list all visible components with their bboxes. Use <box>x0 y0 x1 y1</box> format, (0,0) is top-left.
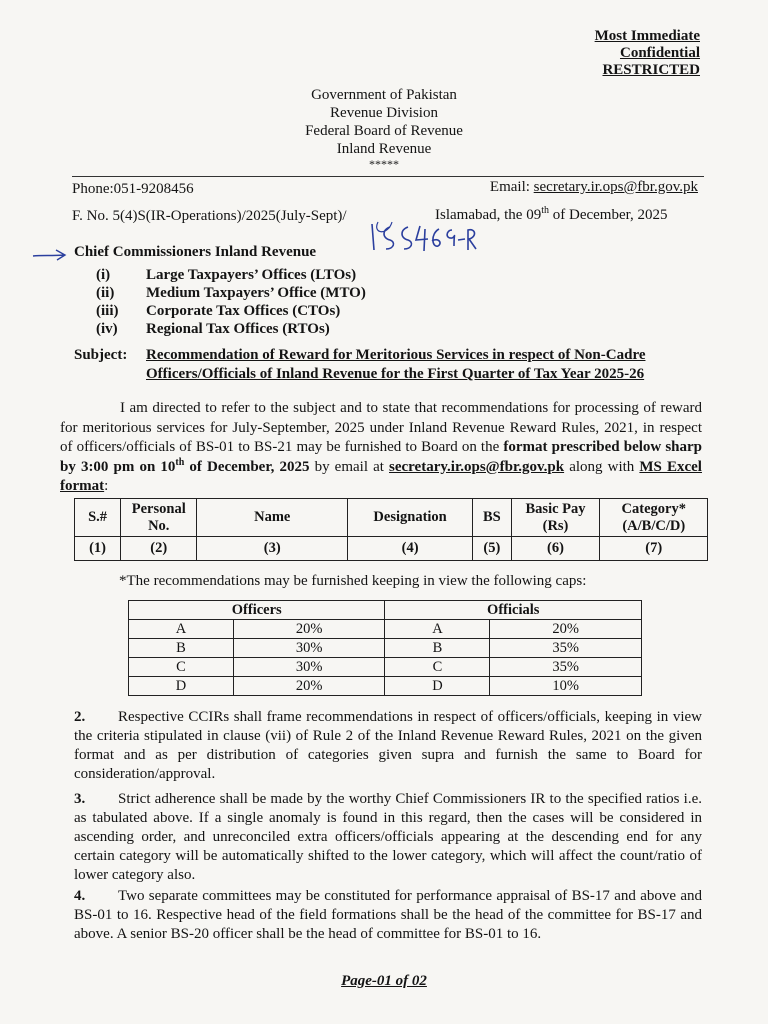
excel-format-text: MS Excel format <box>60 458 702 494</box>
item-text: Corporate Tax Offices (CTOs) <box>146 303 341 319</box>
header-cell: Name <box>197 499 348 537</box>
table-cell: (1) <box>75 537 121 561</box>
table-cell: (2) <box>121 537 197 561</box>
header-cell: Designation <box>348 499 473 537</box>
subject-label: Subject: <box>74 347 128 363</box>
item-text: Medium Taxpayers’ Office (MTO) <box>146 285 366 301</box>
letterhead-line: Revenue Division <box>330 105 438 121</box>
header-divider <box>72 176 704 177</box>
item-number: (i) <box>96 267 111 283</box>
classification-stamp <box>595 28 700 79</box>
table-row <box>129 620 642 639</box>
email-line <box>490 178 698 197</box>
item-number: (iii) <box>96 303 119 319</box>
format-table-header <box>75 499 708 537</box>
para-number: 2. <box>74 709 86 725</box>
table-row <box>129 658 642 677</box>
officer-category: B <box>129 639 234 658</box>
official-cap: 35% <box>490 658 642 677</box>
date-text: Islamabad, the 09 <box>435 207 542 223</box>
officer-cap: 20% <box>233 677 385 696</box>
item-number: (iv) <box>96 321 118 337</box>
table-cell: (7) <box>600 537 708 561</box>
para-text: Two separate committees may be constituted for performance appraisal of BS-17 and above and BS-01 to 16. Respective head of the field formations shall be the head of the committee for BS-17 and above. A senior BS-20 officer shall be the head of committee for BS-01 to 16. <box>74 888 702 942</box>
para-text: Respective CCIRs shall frame recommendations in respect of officers/officials, keeping in view the criteria stipulated in clause (vii) of Rule 2 of the Inland Revenue Reward Rules, 2021 on the given format and as per distribution of categories given supra and furnish the same to Board for consideration/approval. <box>74 709 702 782</box>
official-cap: 35% <box>490 639 642 658</box>
priority-label: Most Immediate <box>594 28 700 44</box>
email-label: Email: <box>489 179 534 195</box>
table-cell: (4) <box>348 537 473 561</box>
deadline-date: of December, 2025 <box>184 458 310 475</box>
para-number: 4. <box>74 888 86 904</box>
header-cell: Personal No. <box>121 499 197 537</box>
subject-text <box>146 346 706 384</box>
letterhead-stars: ***** <box>369 157 399 171</box>
table-row <box>129 639 642 658</box>
caps-header-row <box>129 601 642 620</box>
header-cell: S.# <box>75 499 121 537</box>
item-number: (ii) <box>96 285 115 301</box>
arrow-mark-icon <box>32 248 68 262</box>
para-text: by email at <box>309 458 390 475</box>
official-category: C <box>385 658 490 677</box>
paragraph-3 <box>74 790 702 885</box>
paragraph-1 <box>60 399 702 497</box>
date-text-end: of December, 2025 <box>549 207 668 223</box>
addressee-title: Chief Commissioners Inland Revenue <box>74 244 317 260</box>
confidential-label: Confidential <box>619 45 700 61</box>
page-number: Page-01 of 02 <box>341 973 427 989</box>
officer-category: C <box>129 658 234 677</box>
format-table <box>74 498 708 561</box>
official-cap: 10% <box>490 677 642 696</box>
email-link[interactable]: secretary.ir.ops@fbr.gov.pk <box>533 179 698 195</box>
letterhead-line: Inland Revenue <box>336 141 432 157</box>
restricted-label: RESTRICTED <box>602 62 700 78</box>
officer-category: D <box>129 677 234 696</box>
letterhead-line: Federal Board of Revenue <box>305 123 463 139</box>
header-cell: Basic Pay (Rs) <box>511 499 600 537</box>
officials-header: Officials <box>385 601 642 620</box>
email-link[interactable]: secretary.ir.ops@fbr.gov.pk <box>389 458 565 475</box>
table-cell: (5) <box>473 537 511 561</box>
header-cell: Category* (A/B/C/D) <box>600 499 708 537</box>
paragraph-2 <box>74 708 702 784</box>
item-text: Regional Tax Offices (RTOs) <box>146 321 330 337</box>
officer-category: A <box>129 620 234 639</box>
paragraph-4 <box>74 887 702 944</box>
subject-line: Officers/Officials of Inland Revenue for the First Quarter of Tax Year 2025-26 <box>146 366 645 382</box>
file-number: F. No. 5(4)S(IR-Operations)/2025(July-Sept)/ <box>72 208 347 224</box>
para-text: Strict adherence shall be made by the worthy Chief Commissioners IR to the specified ratios i.e. as tabulated above. If a single anomaly is found in this regard, then the cases will be considered in ascending order, and unreconciled extra officers/officials appearing at the descending end for any certain category will be automatically shifted to the lower category, which will affect the count/ratio of lower category also. <box>74 791 702 883</box>
official-category: D <box>385 677 490 696</box>
header-cell: BS <box>473 499 511 537</box>
subject-line: Recommendation of Reward for Meritorious Services in respect of Non-Cadre <box>146 347 646 363</box>
handwritten-diary-number <box>368 218 478 254</box>
officer-cap: 30% <box>233 658 385 677</box>
para-number: 3. <box>74 791 86 807</box>
table-row <box>129 677 642 696</box>
table-cell: (3) <box>197 537 348 561</box>
date-suffix: th <box>541 205 549 216</box>
letterhead-line: Government of Pakistan <box>311 87 457 103</box>
table-row <box>75 537 708 561</box>
deadline-suffix: th <box>175 456 185 468</box>
officers-header: Officers <box>129 601 385 620</box>
item-text: Large Taxpayers’ Offices (LTOs) <box>146 267 357 283</box>
officer-cap: 30% <box>233 639 385 658</box>
letterhead <box>0 86 768 170</box>
para-text: along with <box>564 458 640 475</box>
phone-number: Phone:051-9208456 <box>72 181 194 197</box>
caps-table <box>128 600 642 696</box>
para-text: I am directed to refer to the subject and to state that recommendations for processing of reward for meritorious services for July-September, 2025 under Inland Revenue Reward Rules, 2021, in respect of officers/officials of BS-01 to BS-21 may be furnished to Board on the <box>60 400 702 455</box>
caps-note: *The recommendations may be furnished keeping in view the following caps: <box>119 573 587 589</box>
para-text: : <box>104 478 109 494</box>
official-category: B <box>385 639 490 658</box>
officer-cap: 20% <box>233 620 385 639</box>
official-cap: 20% <box>490 620 642 639</box>
official-category: A <box>385 620 490 639</box>
deadline-text: format prescribed below sharp by 3:00 pm on 10 <box>60 439 702 475</box>
table-cell: (6) <box>511 537 600 561</box>
